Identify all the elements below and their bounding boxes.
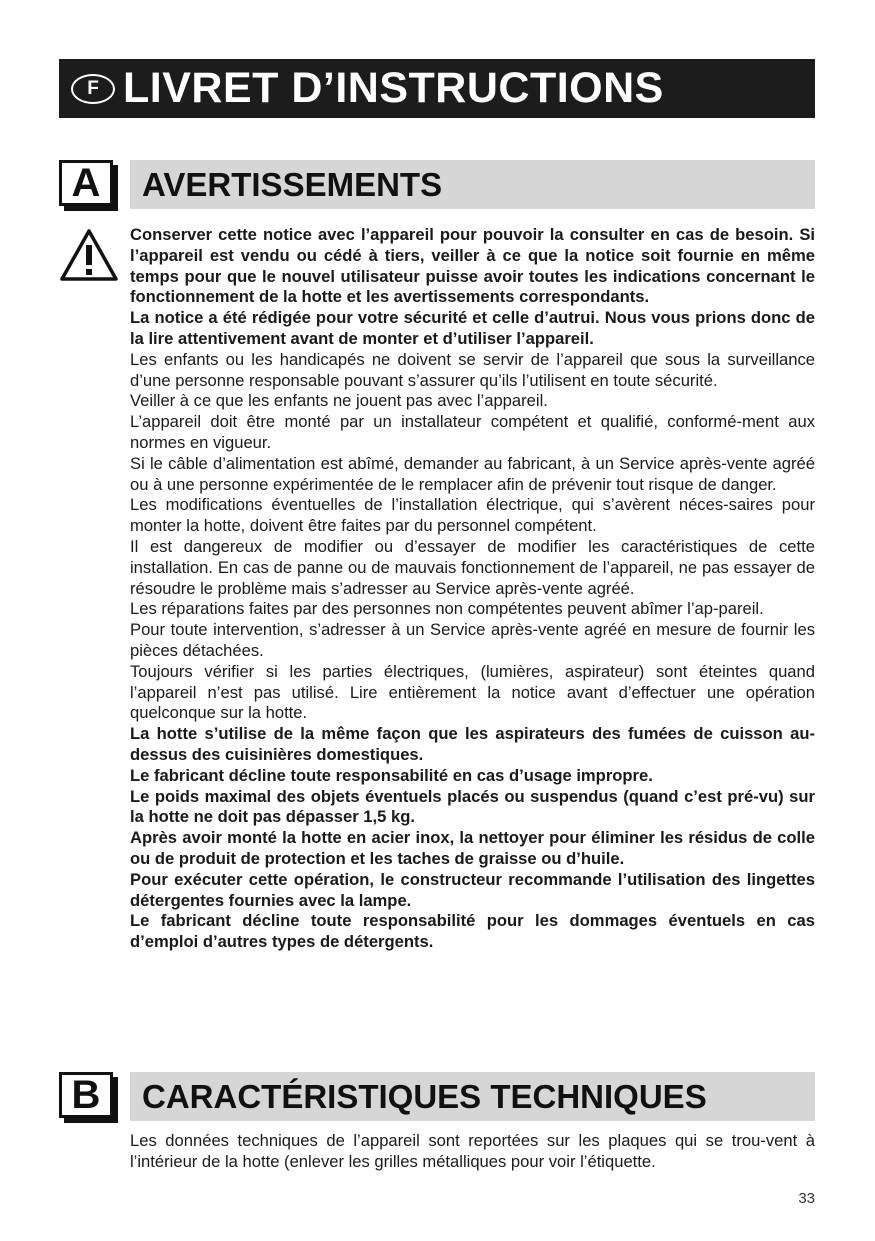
- warning-paragraph: Pour toute intervention, s’adresser à un Service après-vente agréé en mesure de fournir les pièces détachées.: [130, 620, 815, 660]
- warning-paragraph: Conserver cette notice avec l’appareil pour pouvoir la consulter en cas de besoin. Si l’appareil est vendu ou cédé à tiers, veiller à ce que la notice soit fournie en même temps pour que le nouvel utilisateur puisse avoir toutes les indications concernant le fonctionnement de la hotte et les avertissements correspondants.: [130, 225, 815, 307]
- page-title: LIVRET D’INSTRUCTIONS: [123, 64, 664, 112]
- warning-paragraph: Les modifications éventuelles de l’installation électrique, qui s’avèrent néces-saires pour monter la hotte, doivent être faites par du personnel compétent.: [130, 495, 815, 536]
- warning-paragraph: Il est dangereux de modifier ou d’essayer de modifier les caractéristiques de cette installation. En cas de panne ou de mauvais fonctionnement de l’appareil, ne pas essayer de résoudre le problème mais s’adresser au Service après-vente agréé.: [130, 536, 815, 598]
- warning-paragraph: Pour exécuter cette opération, le constructeur recommande l’utilisation des lingettes détergentes fournies avec la lampe.: [130, 869, 815, 910]
- title-bar: [59, 59, 815, 118]
- section-a-letter: A: [59, 160, 113, 206]
- section-b-heading: CARACTÉRISTIQUES TECHNIQUES: [130, 1072, 815, 1121]
- warning-paragraph: Les réparations faites par des personnes non compétentes peuvent abîmer l’ap-pareil.: [130, 599, 764, 619]
- warning-paragraph: Le fabricant décline toute responsabilité pour les dommages éventuels en cas d’emploi d’autres types de détergents.: [130, 911, 815, 952]
- warning-paragraph: Les enfants ou les handicapés ne doivent se servir de l’appareil que sous la surveillance d’une personne responsable pouvant s’assurer qu’ils l’utilisent en toute sécurité.: [130, 349, 815, 390]
- section-a-heading: AVERTISSEMENTS: [130, 160, 815, 209]
- warning-paragraph: La notice a été rédigée pour votre sécurité et celle d’autrui. Nous vous prions donc de la lire attentivement avant de monter et d’utiliser l’appareil.: [130, 308, 815, 348]
- warning-paragraph: Le poids maximal des objets éventuels placés ou suspendus (quand c’est pré-vu) sur la hotte ne doit pas dépasser 1,5 kg.: [130, 786, 815, 827]
- warning-paragraph: Après avoir monté la hotte en acier inox, la nettoyer pour éliminer les résidus de colle ou de produit de protection et les taches de graisse ou d’huile.: [130, 828, 815, 868]
- page-number: 33: [798, 1190, 815, 1207]
- section-b-paragraph: Les données techniques de l’appareil sont reportées sur les plaques qui se trou-vent à l’intérieur de la hotte (enlever les grilles métalliques pour voir l’étiquette.: [130, 1131, 815, 1171]
- warning-paragraph: La hotte s’utilise de la même façon que les aspirateurs des fumées de cuisson au-dessus des cuisinières domestiques.: [130, 724, 815, 764]
- warning-paragraph: Toujours vérifier si les parties électriques, (lumières, aspirateur) sont éteintes quand l’appareil n’est pas utilisé. Lire entièrement la notice avant d’effectuer une opération quelconque sur la hotte.: [130, 661, 815, 723]
- warning-icon: [58, 227, 120, 283]
- section-b-body: [130, 1131, 815, 1173]
- warning-paragraph: L’appareil doit être monté par un installateur compétent et qualifié, conformé-ment aux normes en vigueur.: [130, 412, 815, 452]
- section-b-letter: B: [59, 1072, 113, 1118]
- section-a-body: [130, 225, 815, 953]
- warning-paragraph: Si le câble d’alimentation est abîmé, demander au fabricant, à un Service après-vente agréé ou à une personne expérimentée de le remplacer afin de prévenir tout risque de danger.: [130, 453, 815, 494]
- warning-paragraph: Veiller à ce que les enfants ne jouent pas avec l’appareil.: [130, 391, 548, 411]
- warning-paragraph: Le fabricant décline toute responsabilité en cas d’usage impropre.: [130, 765, 653, 785]
- language-badge: F: [71, 74, 115, 104]
